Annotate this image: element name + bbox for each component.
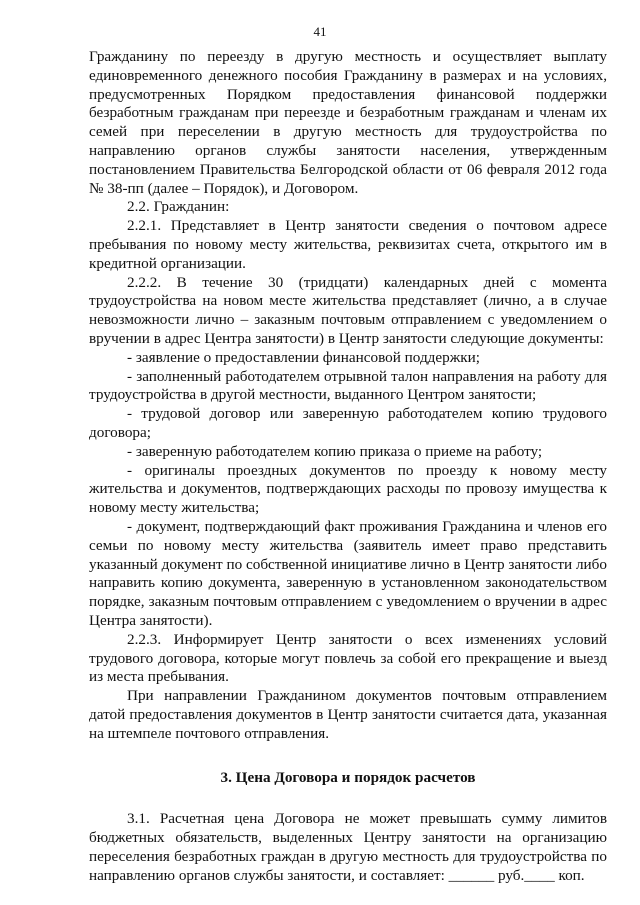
document-body: [89, 48, 607, 885]
section-2-text: [89, 48, 607, 743]
section-3-title: 3. Цена Договора и порядок расчетов: [220, 769, 476, 787]
page-number: 41: [313, 24, 327, 39]
paragraph-p9: - оригиналы проездных документов по проезду к новому месту жительства и документов, подтверждающих расходы по провозу имущества к новому месту жительства;: [89, 461, 607, 517]
paragraph-p2: 2.2. Гражданин:: [127, 198, 230, 216]
paragraph-p13: 3.1. Расчетная цена Договора не может превышать сумму лимитов бюджетных обязательств, выделенных Центру занятости на организацию переселения безработных граждан в другую местность для трудоустройства по направлению органов службы занятости, и составляет: ______ руб.____ коп.: [89, 810, 607, 884]
paragraph-p10: - документ, подтверждающий факт проживания Гражданина и членов его семьи по новому месту жительства (заявитель имеет право представить указанный документ по собственной инициативе лично в Центр занятости либо направить копию документа, заверенную в установленном законодательством порядке, заказным почтовым отправлением с уведомлением о вручении в адрес Центра занятости).: [89, 517, 607, 629]
paragraph-p5: - заявление о предоставлении финансовой поддержки;: [127, 348, 480, 366]
paragraph-p12: При направлении Гражданином документов почтовым отправлением датой предоставления документов в Центр занятости считается дата, указанная на штемпеле почтового отправления.: [89, 687, 607, 742]
paragraph-p6: - заполненный работодателем отрывной талон направления на работу для трудоустройства в другой местности, выданного Центром занятости;: [89, 367, 607, 404]
paragraph-p11: 2.2.3. Информирует Центр занятости о всех изменениях условий трудового договора, которые могут повлечь за собой его прекращение и выезд из места пребывания.: [89, 630, 607, 686]
paragraph-p8: - заверенную работодателем копию приказа о приеме на работу;: [127, 442, 543, 460]
paragraph-p7: - трудовой договор или заверенную работодателем копию трудового договора;: [89, 405, 607, 441]
section-3-text: [89, 810, 607, 885]
paragraph-p1: Гражданину по переезду в другую местность и осуществляет выплату единовременного денежного пособия Гражданину в размерах и на условиях, предусмотренных Порядком предоставления финансовой поддержки безработным гражданам при переезде и безработным гражданам и членам их семей при переселении в другую местность для трудоустройства по направлению органов службы занятости населения, утвержденным постановлением Правительства Белгородской области от 06 февраля 2012 года № 38-пп (далее – Порядок), и Договором.: [89, 48, 607, 197]
paragraph-p4: 2.2.2. В течение 30 (тридцати) календарных дней с момента трудоустройства на новом месте жительства представляет (лично, а в случае невозможности лично – заказным почтовым отправлением с уведомлением о вручении в адрес Центра занятости) в Центр занятости следующие документы:: [89, 273, 607, 347]
paragraph-p3: 2.2.1. Представляет в Центр занятости сведения о почтовом адресе пребывания по новому месту жительства, реквизитах счета, открытого им в кредитной организации.: [89, 217, 607, 272]
